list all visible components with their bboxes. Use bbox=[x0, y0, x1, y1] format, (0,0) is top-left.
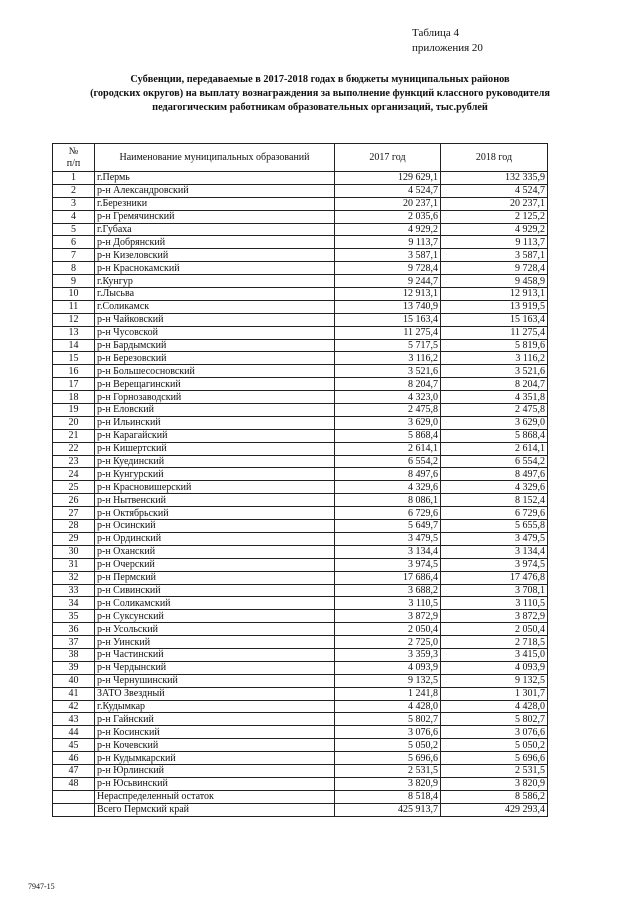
table-row bbox=[53, 687, 548, 700]
table-row bbox=[53, 532, 548, 545]
municipality-name: р-н Карагайский bbox=[95, 429, 335, 442]
value-2017: 12 913,1 bbox=[335, 288, 441, 301]
table-row bbox=[53, 378, 548, 391]
value-2018: 5 696,6 bbox=[441, 752, 548, 765]
municipality-name: р-н Кочевский bbox=[95, 739, 335, 752]
row-number: 12 bbox=[53, 313, 95, 326]
document-title bbox=[40, 73, 600, 115]
value-2018: 3 110,5 bbox=[441, 597, 548, 610]
value-2017: 5 868,4 bbox=[335, 429, 441, 442]
row-number: 28 bbox=[53, 520, 95, 533]
row-number: 6 bbox=[53, 236, 95, 249]
municipality-name: р-н Соликамский bbox=[95, 597, 335, 610]
row-number: 45 bbox=[53, 739, 95, 752]
table-row bbox=[53, 275, 548, 288]
value-2018: 20 237,1 bbox=[441, 197, 548, 210]
table-row bbox=[53, 236, 548, 249]
municipality-name: р-н Юсьвинский bbox=[95, 777, 335, 790]
table-row bbox=[53, 713, 548, 726]
value-2017: 8 204,7 bbox=[335, 378, 441, 391]
value-2017: 3 110,5 bbox=[335, 597, 441, 610]
value-2018: 3 587,1 bbox=[441, 249, 548, 262]
value-2018: 3 479,5 bbox=[441, 532, 548, 545]
value-2017: 8 497,6 bbox=[335, 468, 441, 481]
value-2018: 9 113,7 bbox=[441, 236, 548, 249]
table-row bbox=[53, 739, 548, 752]
value-2017: 3 359,3 bbox=[335, 648, 441, 661]
municipality-name: р-н Октябрьский bbox=[95, 507, 335, 520]
table-row bbox=[53, 494, 548, 507]
row-number: 23 bbox=[53, 455, 95, 468]
municipality-name: р-н Ординский bbox=[95, 532, 335, 545]
row-number: 19 bbox=[53, 404, 95, 417]
municipality-name: р-н Бардымский bbox=[95, 339, 335, 352]
value-2017: 2 475,8 bbox=[335, 404, 441, 417]
table-row bbox=[53, 636, 548, 649]
total-2018: 429 293,4 bbox=[441, 803, 548, 816]
table-row bbox=[53, 300, 548, 313]
municipality-name: г.Пермь bbox=[95, 172, 335, 185]
municipality-name: г.Губаха bbox=[95, 223, 335, 236]
value-2018: 1 301,7 bbox=[441, 687, 548, 700]
value-2017: 3 479,5 bbox=[335, 532, 441, 545]
table-row bbox=[53, 752, 548, 765]
total-label: Всего Пермский край bbox=[95, 803, 335, 816]
value-2018: 8 497,6 bbox=[441, 468, 548, 481]
value-2017: 5 802,7 bbox=[335, 713, 441, 726]
row-number: 8 bbox=[53, 262, 95, 275]
row-number: 24 bbox=[53, 468, 95, 481]
unallocated-2018: 8 586,2 bbox=[441, 790, 548, 803]
value-2017: 129 629,1 bbox=[335, 172, 441, 185]
value-2018: 8 152,4 bbox=[441, 494, 548, 507]
municipality-name: р-н Кизеловский bbox=[95, 249, 335, 262]
table-row bbox=[53, 262, 548, 275]
table-row bbox=[53, 249, 548, 262]
table-row bbox=[53, 172, 548, 185]
value-2018: 3 116,2 bbox=[441, 352, 548, 365]
value-2017: 4 929,2 bbox=[335, 223, 441, 236]
row-number: 32 bbox=[53, 571, 95, 584]
table-number: Таблица 4 bbox=[412, 27, 460, 39]
value-2018: 4 428,0 bbox=[441, 700, 548, 713]
row-number: 26 bbox=[53, 494, 95, 507]
municipality-name: г.Березники bbox=[95, 197, 335, 210]
row-number: 31 bbox=[53, 558, 95, 571]
table-row bbox=[53, 648, 548, 661]
value-2018: 2 475,8 bbox=[441, 404, 548, 417]
row-number: 30 bbox=[53, 545, 95, 558]
value-2018: 2 050,4 bbox=[441, 623, 548, 636]
municipality-name: р-н Большесосновский bbox=[95, 365, 335, 378]
table-row bbox=[53, 184, 548, 197]
row-number: 37 bbox=[53, 636, 95, 649]
header-2018: 2018 год bbox=[441, 144, 548, 172]
municipality-name: р-н Добрянский bbox=[95, 236, 335, 249]
value-2017: 9 113,7 bbox=[335, 236, 441, 249]
municipality-name: р-н Сивинский bbox=[95, 584, 335, 597]
table-row bbox=[53, 674, 548, 687]
value-2017: 3 688,2 bbox=[335, 584, 441, 597]
value-2018: 13 919,5 bbox=[441, 300, 548, 313]
municipality-name: р-н Усольский bbox=[95, 623, 335, 636]
value-2017: 2 614,1 bbox=[335, 442, 441, 455]
table-row bbox=[53, 313, 548, 326]
municipality-name: р-н Чердынский bbox=[95, 661, 335, 674]
header-number: № п/п bbox=[53, 144, 95, 172]
value-2018: 12 913,1 bbox=[441, 288, 548, 301]
value-2017: 9 132,5 bbox=[335, 674, 441, 687]
municipality-name: г.Лысьва bbox=[95, 288, 335, 301]
value-2018: 2 614,1 bbox=[441, 442, 548, 455]
value-2017: 5 050,2 bbox=[335, 739, 441, 752]
value-2018: 5 050,2 bbox=[441, 739, 548, 752]
row-number: 18 bbox=[53, 391, 95, 404]
value-2017: 15 163,4 bbox=[335, 313, 441, 326]
value-2017: 3 974,5 bbox=[335, 558, 441, 571]
municipality-name: р-н Гремячинский bbox=[95, 210, 335, 223]
value-2017: 3 629,0 bbox=[335, 416, 441, 429]
row-number: 27 bbox=[53, 507, 95, 520]
value-2017: 4 093,9 bbox=[335, 661, 441, 674]
unallocated-row bbox=[53, 790, 548, 803]
table-row bbox=[53, 210, 548, 223]
value-2017: 3 872,9 bbox=[335, 610, 441, 623]
municipality-name: р-н Кишертский bbox=[95, 442, 335, 455]
total-row bbox=[53, 803, 548, 816]
table-reference bbox=[412, 26, 483, 56]
value-2018: 9 728,4 bbox=[441, 262, 548, 275]
row-number: 46 bbox=[53, 752, 95, 765]
municipality-name: р-н Косинский bbox=[95, 726, 335, 739]
municipality-name: р-н Краснокамский bbox=[95, 262, 335, 275]
municipality-name: р-н Юрлинский bbox=[95, 764, 335, 777]
value-2017: 3 587,1 bbox=[335, 249, 441, 262]
municipality-name: р-н Оханский bbox=[95, 545, 335, 558]
table-row bbox=[53, 481, 548, 494]
value-2018: 3 076,6 bbox=[441, 726, 548, 739]
value-2017: 5 649,7 bbox=[335, 520, 441, 533]
row-number: 3 bbox=[53, 197, 95, 210]
value-2017: 2 725,0 bbox=[335, 636, 441, 649]
row-number: 14 bbox=[53, 339, 95, 352]
table-row bbox=[53, 571, 548, 584]
table-row bbox=[53, 429, 548, 442]
municipality-name: р-н Красновишерский bbox=[95, 481, 335, 494]
value-2018: 3 974,5 bbox=[441, 558, 548, 571]
row-number: 29 bbox=[53, 532, 95, 545]
municipality-name: р-н Суксунский bbox=[95, 610, 335, 623]
row-number: 48 bbox=[53, 777, 95, 790]
value-2018: 6 729,6 bbox=[441, 507, 548, 520]
title-line-1: Субвенции, передаваемые в 2017-2018 годах в бюджеты муниципальных районов bbox=[130, 74, 510, 85]
row-number: 13 bbox=[53, 326, 95, 339]
table-row bbox=[53, 223, 548, 236]
table-row bbox=[53, 764, 548, 777]
value-2017: 4 524,7 bbox=[335, 184, 441, 197]
table-row bbox=[53, 623, 548, 636]
document-code: 7947-15 bbox=[28, 882, 55, 891]
municipality-name: ЗАТО Звездный bbox=[95, 687, 335, 700]
table-header-row bbox=[53, 144, 548, 172]
table-row bbox=[53, 777, 548, 790]
value-2017: 9 728,4 bbox=[335, 262, 441, 275]
value-2017: 5 696,6 bbox=[335, 752, 441, 765]
value-2018: 3 629,0 bbox=[441, 416, 548, 429]
municipality-name: р-н Нытвенский bbox=[95, 494, 335, 507]
municipality-name: р-н Верещагинский bbox=[95, 378, 335, 391]
title-line-3: педагогическим работникам образовательных организаций, тыс.рублей bbox=[152, 102, 488, 113]
municipality-name: р-н Чусовской bbox=[95, 326, 335, 339]
row-number: 22 bbox=[53, 442, 95, 455]
row-number: 11 bbox=[53, 300, 95, 313]
row-number: 16 bbox=[53, 365, 95, 378]
row-number: 25 bbox=[53, 481, 95, 494]
value-2018: 5 819,6 bbox=[441, 339, 548, 352]
value-2017: 4 323,0 bbox=[335, 391, 441, 404]
value-2017: 3 521,6 bbox=[335, 365, 441, 378]
table-row bbox=[53, 584, 548, 597]
municipality-name: р-н Гайнский bbox=[95, 713, 335, 726]
municipality-name: р-н Частинский bbox=[95, 648, 335, 661]
row-number: 21 bbox=[53, 429, 95, 442]
value-2018: 6 554,2 bbox=[441, 455, 548, 468]
table-row bbox=[53, 339, 548, 352]
value-2018: 2 531,5 bbox=[441, 764, 548, 777]
row-number: 20 bbox=[53, 416, 95, 429]
value-2017: 9 244,7 bbox=[335, 275, 441, 288]
table-row bbox=[53, 455, 548, 468]
municipality-name: р-н Осинский bbox=[95, 520, 335, 533]
total-2017: 425 913,7 bbox=[335, 803, 441, 816]
value-2018: 2 718,5 bbox=[441, 636, 548, 649]
value-2018: 3 415,0 bbox=[441, 648, 548, 661]
value-2018: 5 655,8 bbox=[441, 520, 548, 533]
row-number: 40 bbox=[53, 674, 95, 687]
row-number: 44 bbox=[53, 726, 95, 739]
value-2017: 2 050,4 bbox=[335, 623, 441, 636]
title-line-2: (городских округов) на выплату вознаграждения за выполнение функций классного руководителя bbox=[90, 88, 550, 99]
table-row bbox=[53, 700, 548, 713]
table-row bbox=[53, 661, 548, 674]
table-row bbox=[53, 610, 548, 623]
row-number: 10 bbox=[53, 288, 95, 301]
row-number: 38 bbox=[53, 648, 95, 661]
table-row bbox=[53, 597, 548, 610]
value-2018: 4 329,6 bbox=[441, 481, 548, 494]
value-2017: 3 116,2 bbox=[335, 352, 441, 365]
row-number: 9 bbox=[53, 275, 95, 288]
appendix-number: приложения 20 bbox=[412, 42, 483, 54]
municipality-name: р-н Березовский bbox=[95, 352, 335, 365]
value-2018: 15 163,4 bbox=[441, 313, 548, 326]
value-2017: 3 820,9 bbox=[335, 777, 441, 790]
value-2017: 2 531,5 bbox=[335, 764, 441, 777]
table-body bbox=[53, 172, 548, 791]
value-2018: 8 204,7 bbox=[441, 378, 548, 391]
value-2018: 11 275,4 bbox=[441, 326, 548, 339]
table-row bbox=[53, 726, 548, 739]
municipality-name: р-н Чайковский bbox=[95, 313, 335, 326]
table-row bbox=[53, 558, 548, 571]
value-2017: 1 241,8 bbox=[335, 687, 441, 700]
value-2018: 17 476,8 bbox=[441, 571, 548, 584]
value-2018: 5 868,4 bbox=[441, 429, 548, 442]
value-2017: 6 554,2 bbox=[335, 455, 441, 468]
table-row bbox=[53, 365, 548, 378]
table-row bbox=[53, 507, 548, 520]
unallocated-2017: 8 518,4 bbox=[335, 790, 441, 803]
subventions-table bbox=[52, 143, 548, 817]
table-row bbox=[53, 288, 548, 301]
municipality-name: г.Соликамск bbox=[95, 300, 335, 313]
value-2018: 9 458,9 bbox=[441, 275, 548, 288]
municipality-name: р-н Кунгурский bbox=[95, 468, 335, 481]
table-row bbox=[53, 442, 548, 455]
value-2018: 9 132,5 bbox=[441, 674, 548, 687]
value-2017: 11 275,4 bbox=[335, 326, 441, 339]
table-row bbox=[53, 391, 548, 404]
value-2017: 4 428,0 bbox=[335, 700, 441, 713]
municipality-name: р-н Очерский bbox=[95, 558, 335, 571]
row-number: 2 bbox=[53, 184, 95, 197]
municipality-name: р-н Пермский bbox=[95, 571, 335, 584]
municipality-name: р-н Уинский bbox=[95, 636, 335, 649]
value-2017: 3 076,6 bbox=[335, 726, 441, 739]
municipality-name: г.Кудымкар bbox=[95, 700, 335, 713]
value-2018: 132 335,9 bbox=[441, 172, 548, 185]
value-2018: 4 524,7 bbox=[441, 184, 548, 197]
row-number: 41 bbox=[53, 687, 95, 700]
header-name: Наименование муниципальных образований bbox=[95, 144, 335, 172]
value-2018: 3 708,1 bbox=[441, 584, 548, 597]
row-number: 34 bbox=[53, 597, 95, 610]
value-2017: 5 717,5 bbox=[335, 339, 441, 352]
header-2017: 2017 год bbox=[335, 144, 441, 172]
row-number: 42 bbox=[53, 700, 95, 713]
municipality-name: р-н Чернушинский bbox=[95, 674, 335, 687]
value-2017: 20 237,1 bbox=[335, 197, 441, 210]
row-number: 35 bbox=[53, 610, 95, 623]
table-row bbox=[53, 545, 548, 558]
value-2017: 2 035,6 bbox=[335, 210, 441, 223]
table-row bbox=[53, 520, 548, 533]
value-2017: 17 686,4 bbox=[335, 571, 441, 584]
municipality-name: г.Кунгур bbox=[95, 275, 335, 288]
row-number: 5 bbox=[53, 223, 95, 236]
municipality-name: р-н Еловский bbox=[95, 404, 335, 417]
row-number: 15 bbox=[53, 352, 95, 365]
table-row bbox=[53, 326, 548, 339]
municipality-name: р-н Ильинский bbox=[95, 416, 335, 429]
value-2018: 3 820,9 bbox=[441, 777, 548, 790]
row-number: 1 bbox=[53, 172, 95, 185]
value-2018: 3 134,4 bbox=[441, 545, 548, 558]
value-2018: 2 125,2 bbox=[441, 210, 548, 223]
value-2018: 4 351,8 bbox=[441, 391, 548, 404]
table-row bbox=[53, 352, 548, 365]
value-2018: 4 929,2 bbox=[441, 223, 548, 236]
table-row bbox=[53, 404, 548, 417]
value-2017: 3 134,4 bbox=[335, 545, 441, 558]
municipality-name: р-н Горнозаводский bbox=[95, 391, 335, 404]
total-number bbox=[53, 803, 95, 816]
municipality-name: р-н Александровский bbox=[95, 184, 335, 197]
value-2017: 8 086,1 bbox=[335, 494, 441, 507]
row-number: 43 bbox=[53, 713, 95, 726]
unallocated-label: Нераспределенный остаток bbox=[95, 790, 335, 803]
table-row bbox=[53, 197, 548, 210]
value-2018: 4 093,9 bbox=[441, 661, 548, 674]
row-number: 4 bbox=[53, 210, 95, 223]
municipality-name: р-н Куединский bbox=[95, 455, 335, 468]
row-number: 17 bbox=[53, 378, 95, 391]
value-2018: 5 802,7 bbox=[441, 713, 548, 726]
row-number: 7 bbox=[53, 249, 95, 262]
row-number: 33 bbox=[53, 584, 95, 597]
value-2018: 3 521,6 bbox=[441, 365, 548, 378]
table-row bbox=[53, 468, 548, 481]
table-row bbox=[53, 416, 548, 429]
unallocated-number bbox=[53, 790, 95, 803]
value-2017: 13 740,9 bbox=[335, 300, 441, 313]
row-number: 47 bbox=[53, 764, 95, 777]
municipality-name: р-н Кудымкарский bbox=[95, 752, 335, 765]
row-number: 39 bbox=[53, 661, 95, 674]
value-2018: 3 872,9 bbox=[441, 610, 548, 623]
row-number: 36 bbox=[53, 623, 95, 636]
value-2017: 6 729,6 bbox=[335, 507, 441, 520]
value-2017: 4 329,6 bbox=[335, 481, 441, 494]
